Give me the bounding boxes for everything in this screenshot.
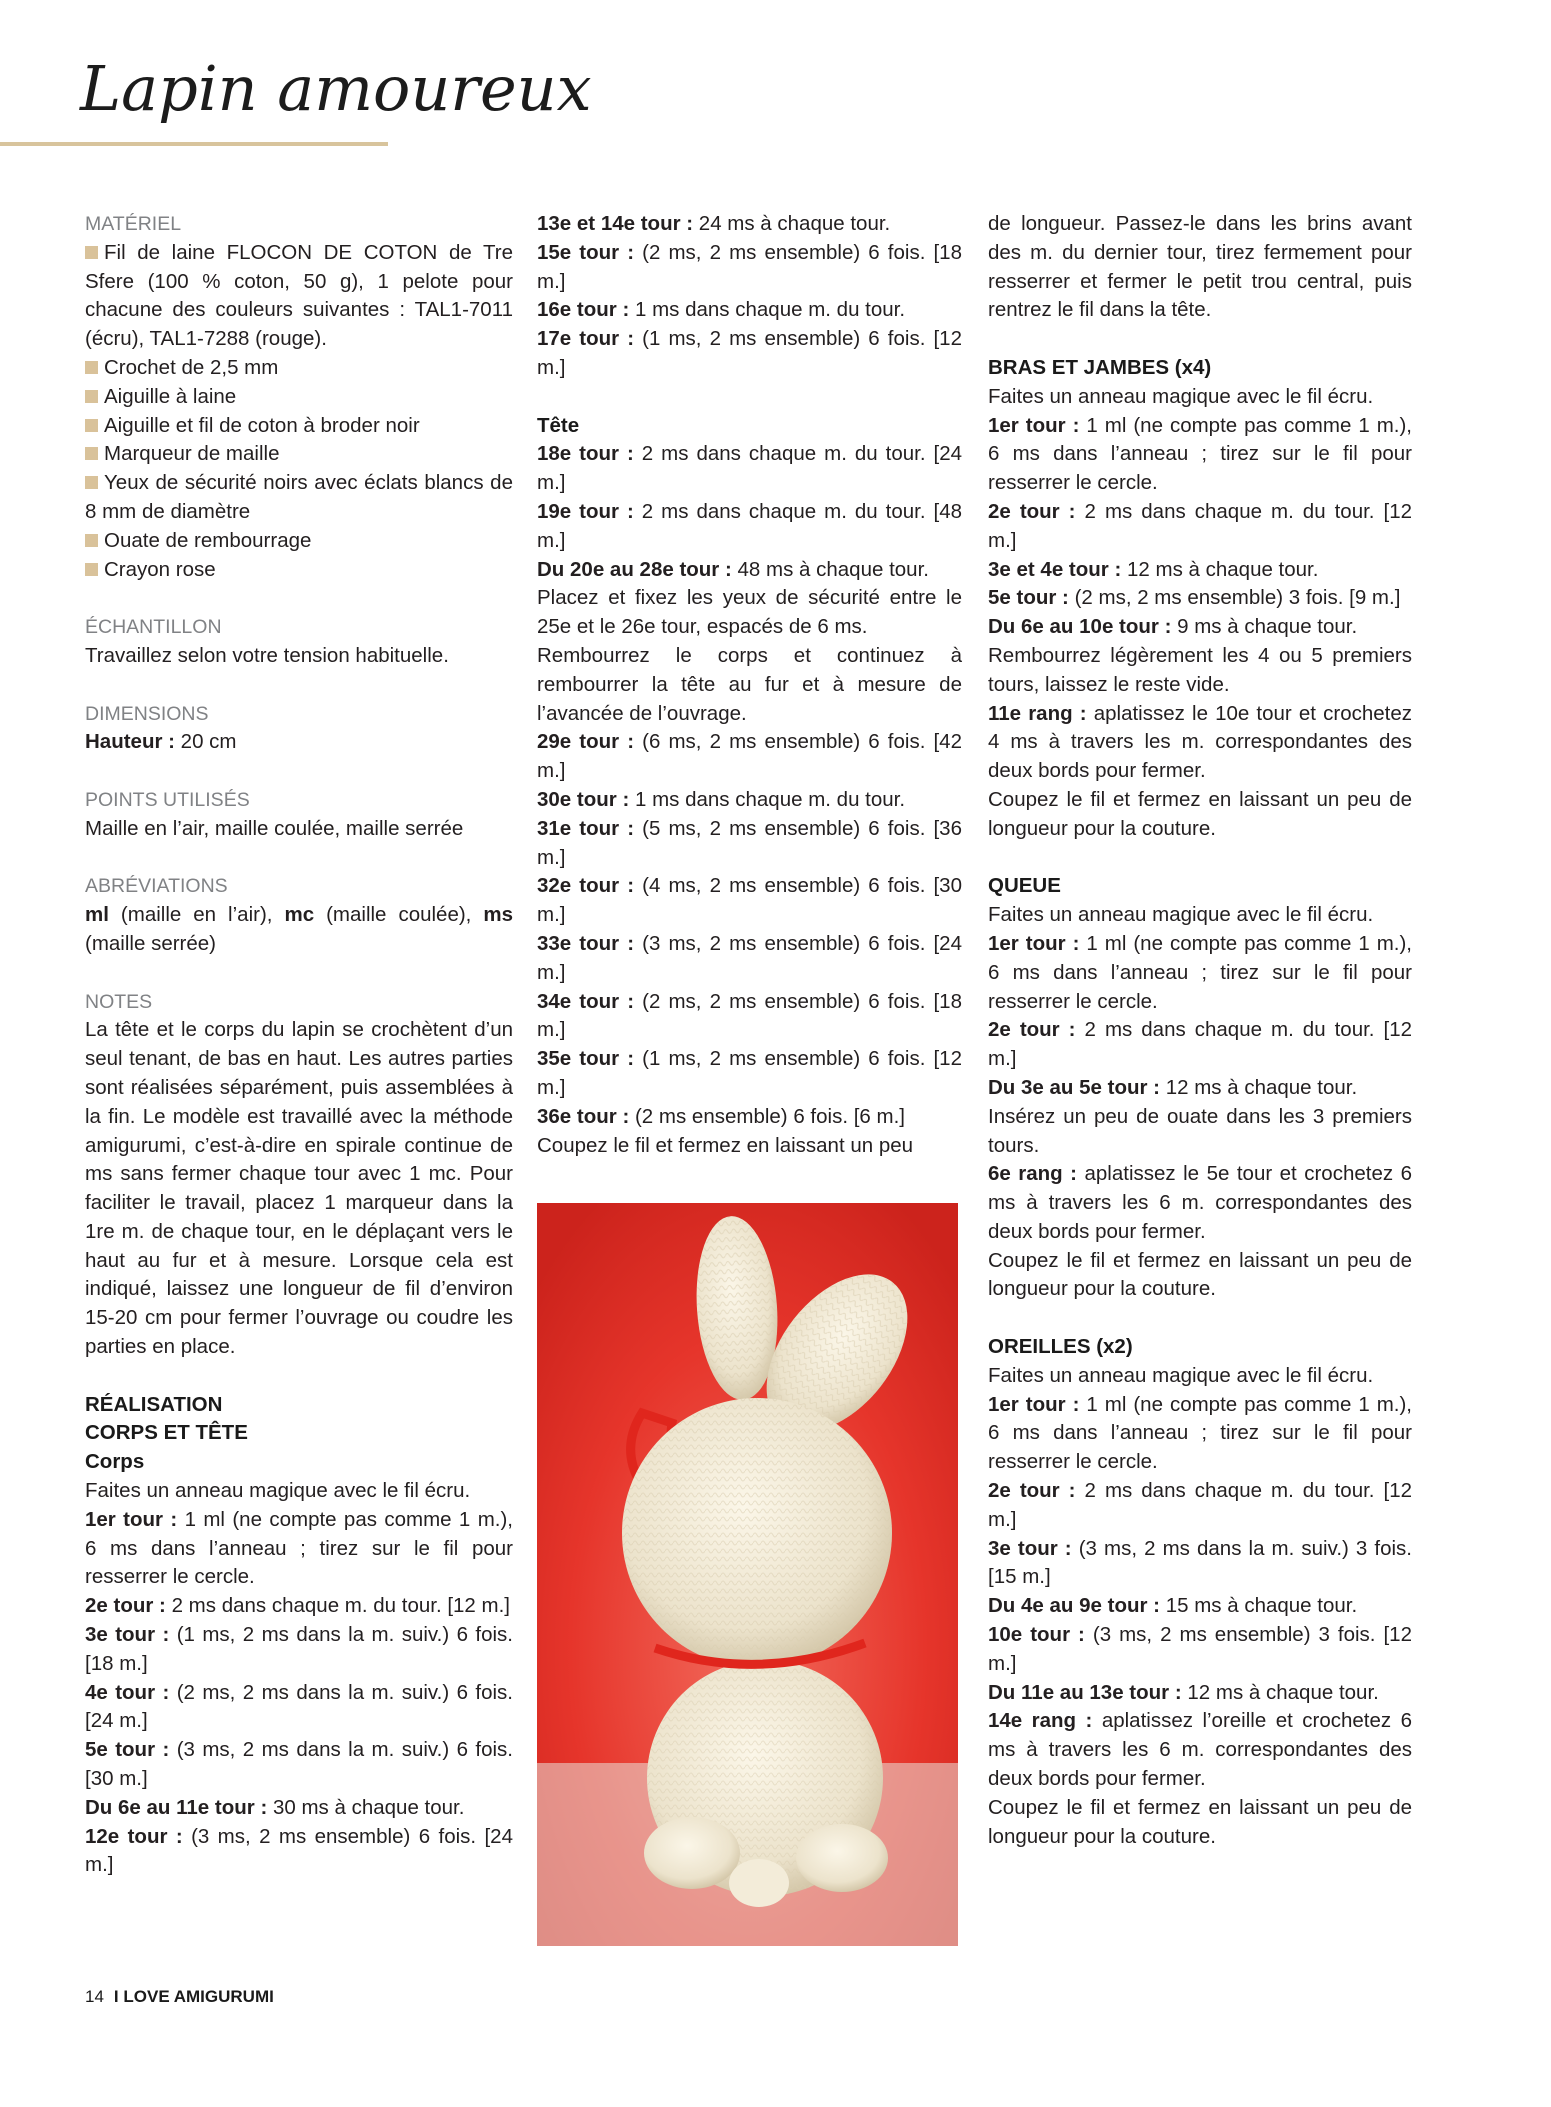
instruction-row: 3e et 4e tour : 12 ms à chaque tour. [988, 557, 1319, 581]
column-1 [85, 210, 513, 1880]
instruction-row: 32e tour : (4 ms, 2 ms ensemble) 6 fois. [30 m.] [537, 874, 962, 927]
points-heading: POINTS UTILISÉS [85, 788, 250, 811]
notes-heading: NOTES [85, 990, 153, 1013]
list-item: Fil de laine FLOCON DE COTON de Tre Sfere (100 % coton, 50 g), 1 pelote pour chacune des couleurs suivantes : TAL1-7011 (écru), TAL1-7288 (rouge). [85, 240, 513, 351]
abreviations-text: ml (maille en l’air), mc (maille coulée), ms (maille serrée) [85, 903, 514, 955]
instruction-row: 2e tour : 2 ms dans chaque m. du tour. [12 m.] [988, 1479, 1413, 1531]
points-text: Maille en l’air, maille coulée, maille serrée [85, 816, 464, 840]
instruction-row: 3e tour : (3 ms, 2 ms dans la m. suiv.) 3 fois. [15 m.] [988, 1536, 1412, 1589]
dimensions-text: Hauteur : 20 cm [85, 730, 237, 754]
instruction-row: 31e tour : (5 ms, 2 ms ensemble) 6 fois. [36 m.] [537, 816, 962, 869]
instruction-row: 2e tour : 2 ms dans chaque m. du tour. [12 m.] [988, 1018, 1413, 1071]
instruction-row: Du 3e au 5e tour : 12 ms à chaque tour. [988, 1075, 1358, 1099]
instruction-row: Du 20e au 28e tour : 48 ms à chaque tour. [537, 557, 929, 581]
instruction-row: 4e tour : (2 ms, 2 ms dans la m. suiv.) 6 fois. [24 m.] [85, 1680, 513, 1733]
list-item: Aiguille à laine [85, 383, 513, 412]
list-item: Crochet de 2,5 mm [85, 354, 513, 383]
instruction-row: 29e tour : (6 ms, 2 ms ensemble) 6 fois. [42 m.] [537, 730, 962, 783]
instruction-row: 6e rang : aplatissez le 5e tour et crochetez 6 ms à travers les 6 m. correspondantes des deux bords pour fermer. [988, 1162, 1412, 1243]
corps-intro: Faites un anneau magique avec le fil écru. [85, 1479, 471, 1503]
page-title: Lapin amoureux [80, 52, 592, 125]
crochet-bunny-illustration [537, 1203, 958, 1946]
list-item: Aiguille et fil de coton à broder noir [85, 412, 513, 441]
square-bullet-icon [85, 390, 98, 403]
bunny-photo [537, 1203, 958, 1946]
dimensions-heading: DIMENSIONS [85, 702, 209, 725]
square-bullet-icon [85, 476, 98, 489]
column-2 [537, 210, 962, 1160]
instruction-row: 1er tour : 1 ml (ne compte pas comme 1 m.), 6 ms dans l’anneau ; tirez sur le fil pour resserrer le cercle. [988, 931, 1412, 1013]
bras-fin: Coupez le fil et fermez en laissant un peu de longueur pour la couture. [988, 787, 1412, 840]
tete-fin-continued: de longueur. Passez-le dans les brins avant des m. du dernier tour, tirez fermement pour resserrer et fermer le petit trou central, puis rentrez le fil dans la tête. [988, 212, 1412, 322]
instruction-row: 1er tour : 1 ml (ne compte pas comme 1 m.), 6 ms dans l’anneau ; tirez sur le fil pour resserrer le cercle. [988, 413, 1412, 495]
bras-intro: Faites un anneau magique avec le fil écru. [988, 384, 1374, 408]
instruction-row: 34e tour : (2 ms, 2 ms ensemble) 6 fois. [18 m.] [537, 989, 962, 1042]
instruction-row: 2e tour : 2 ms dans chaque m. du tour. [12 m.] [85, 1594, 511, 1618]
page-footer [85, 1987, 274, 2007]
oreilles-intro: Faites un anneau magique avec le fil écru. [988, 1363, 1374, 1387]
bras-heading: BRAS ET JAMBES (x4) [988, 355, 1212, 379]
instruction-row: 12e tour : (3 ms, 2 ms ensemble) 6 fois. [24 m.] [85, 1824, 513, 1877]
list-item: Marqueur de maille [85, 440, 513, 469]
queue-intro: Faites un anneau magique avec le fil écru. [988, 903, 1374, 927]
queue-heading: QUEUE [988, 874, 1061, 898]
instruction-row: 5e tour : (3 ms, 2 ms dans la m. suiv.) 6 fois. [30 m.] [85, 1738, 513, 1791]
square-bullet-icon [85, 361, 98, 374]
instruction-row: 3e tour : (1 ms, 2 ms dans la m. suiv.) 6 fois. [18 m.] [85, 1623, 513, 1675]
instruction-row: 18e tour : 2 ms dans chaque m. du tour. [24 m.] [537, 442, 962, 495]
list-item: Yeux de sécurité noirs avec éclats blancs de 8 mm de diamètre [85, 471, 513, 523]
instruction-row: Du 6e au 10e tour : 9 ms à chaque tour. [988, 615, 1358, 639]
instruction-row: 36e tour : (2 ms ensemble) 6 fois. [6 m.] [537, 1104, 905, 1128]
instruction-row: 1er tour : 1 ml (ne compte pas comme 1 m.), 6 ms dans l’anneau ; tirez sur le fil pour resserrer le cercle. [85, 1507, 513, 1589]
instruction-row: Du 4e au 9e tour : 15 ms à chaque tour. [988, 1594, 1358, 1618]
echantillon-heading: ÉCHANTILLON [85, 616, 222, 639]
tete-fin-text: Coupez le fil et fermez en laissant un peu [537, 1133, 914, 1157]
list-item: Ouate de rembourrage [85, 527, 513, 556]
square-bullet-icon [85, 246, 98, 259]
instruction-row: 35e tour : (1 ms, 2 ms ensemble) 6 fois. [12 m.] [537, 1047, 962, 1099]
square-bullet-icon [85, 419, 98, 432]
instruction-row: 19e tour : 2 ms dans chaque m. du tour. [48 m.] [537, 499, 962, 552]
magazine-name: I LOVE AMIGURUMI [113, 1987, 274, 2006]
instruction-row: 17e tour : (1 ms, 2 ms ensemble) 6 fois. [12 m.] [537, 327, 962, 379]
realisation-heading: RÉALISATION [85, 1392, 223, 1416]
page-number: 14 [85, 1987, 104, 2006]
materiel-heading: MATÉRIEL [85, 213, 182, 235]
instruction-row: 14e rang : aplatissez l’oreille et crochetez 6 ms à travers les 6 m. correspondantes des deux bords pour fermer. [988, 1709, 1412, 1791]
instruction-row: 15e tour : (2 ms, 2 ms ensemble) 6 fois. [18 m.] [537, 240, 962, 293]
square-bullet-icon [85, 534, 98, 547]
instruction-row: 33e tour : (3 ms, 2 ms ensemble) 6 fois. [24 m.] [537, 931, 962, 984]
square-bullet-icon [85, 447, 98, 460]
instruction-row: Du 11e au 13e tour : 12 ms à chaque tour. [988, 1680, 1379, 1704]
corps-tete-heading: CORPS ET TÊTE [85, 1421, 248, 1445]
bras-rembourrez: Rembourrez légèrement les 4 ou 5 premiers tours, laissez le reste vide. [988, 643, 1412, 696]
yeux-text: Placez et fixez les yeux de sécurité entre le 25e et le 26e tour, espacés de 6 ms. [537, 586, 962, 639]
instruction-row: 11e rang : aplatissez le 10e tour et crochetez 4 ms à travers les m. correspondantes des deux bords pour fermer. [988, 701, 1412, 783]
rembourrez-text: Rembourrez le corps et continuez à rembourrer la tête au fur et à mesure de l’avancée de l’ouvrage. [537, 643, 962, 725]
instruction-row: 30e tour : 1 ms dans chaque m. du tour. [537, 787, 906, 811]
title-underline [0, 142, 388, 146]
notes-text: La tête et le corps du lapin se crochètent d’un seul tenant, de bas en haut. Les autres parties sont réalisées séparément, puis assemblées à la fin. Le modèle est travaillé avec la méthode amigurumi, c’est-à-dire en spirale continue de ms sans fermer chaque tour avec 1 mc. Pour faciliter le travail, placez 1 marqueur dans la 1re m. de chaque tour, en le déplaçant vers le haut au fur et à mesure. Lorsque cela est indiqué, laissez une longueur de fil d’environ 15-20 cm pour fermer l’ouvrage ou coudre les parties en place. [85, 1018, 513, 1359]
column-3 [988, 210, 1412, 1851]
queue-fin: Coupez le fil et fermez en laissant un peu de longueur pour la couture. [988, 1248, 1412, 1301]
square-bullet-icon [85, 563, 98, 576]
materiel-list [85, 239, 513, 585]
instruction-row: 1er tour : 1 ml (ne compte pas comme 1 m.), 6 ms dans l’anneau ; tirez sur le fil pour resserrer le cercle. [988, 1392, 1412, 1474]
instruction-row: Du 6e au 11e tour : 30 ms à chaque tour. [85, 1795, 465, 1819]
tete-heading: Tête [537, 413, 580, 437]
instruction-row: 2e tour : 2 ms dans chaque m. du tour. [12 m.] [988, 499, 1413, 552]
echantillon-text: Travaillez selon votre tension habituelle. [85, 643, 449, 667]
instruction-row: 10e tour : (3 ms, 2 ms ensemble) 3 fois. [12 m.] [988, 1623, 1412, 1675]
instruction-row: 13e et 14e tour : 24 ms à chaque tour. [537, 212, 891, 235]
oreilles-fin: Coupez le fil et fermez en laissant un peu de longueur pour la couture. [988, 1795, 1412, 1848]
queue-insere: Insérez un peu de ouate dans les 3 premiers tours. [988, 1104, 1412, 1157]
instruction-row: 5e tour : (2 ms, 2 ms ensemble) 3 fois. [9 m.] [988, 586, 1401, 610]
list-item: Crayon rose [85, 556, 513, 585]
oreilles-heading: OREILLES (x2) [988, 1335, 1133, 1359]
instruction-row: 16e tour : 1 ms dans chaque m. du tour. [537, 298, 906, 322]
corps-heading: Corps [85, 1450, 145, 1474]
abreviations-heading: ABRÉVIATIONS [85, 875, 228, 898]
